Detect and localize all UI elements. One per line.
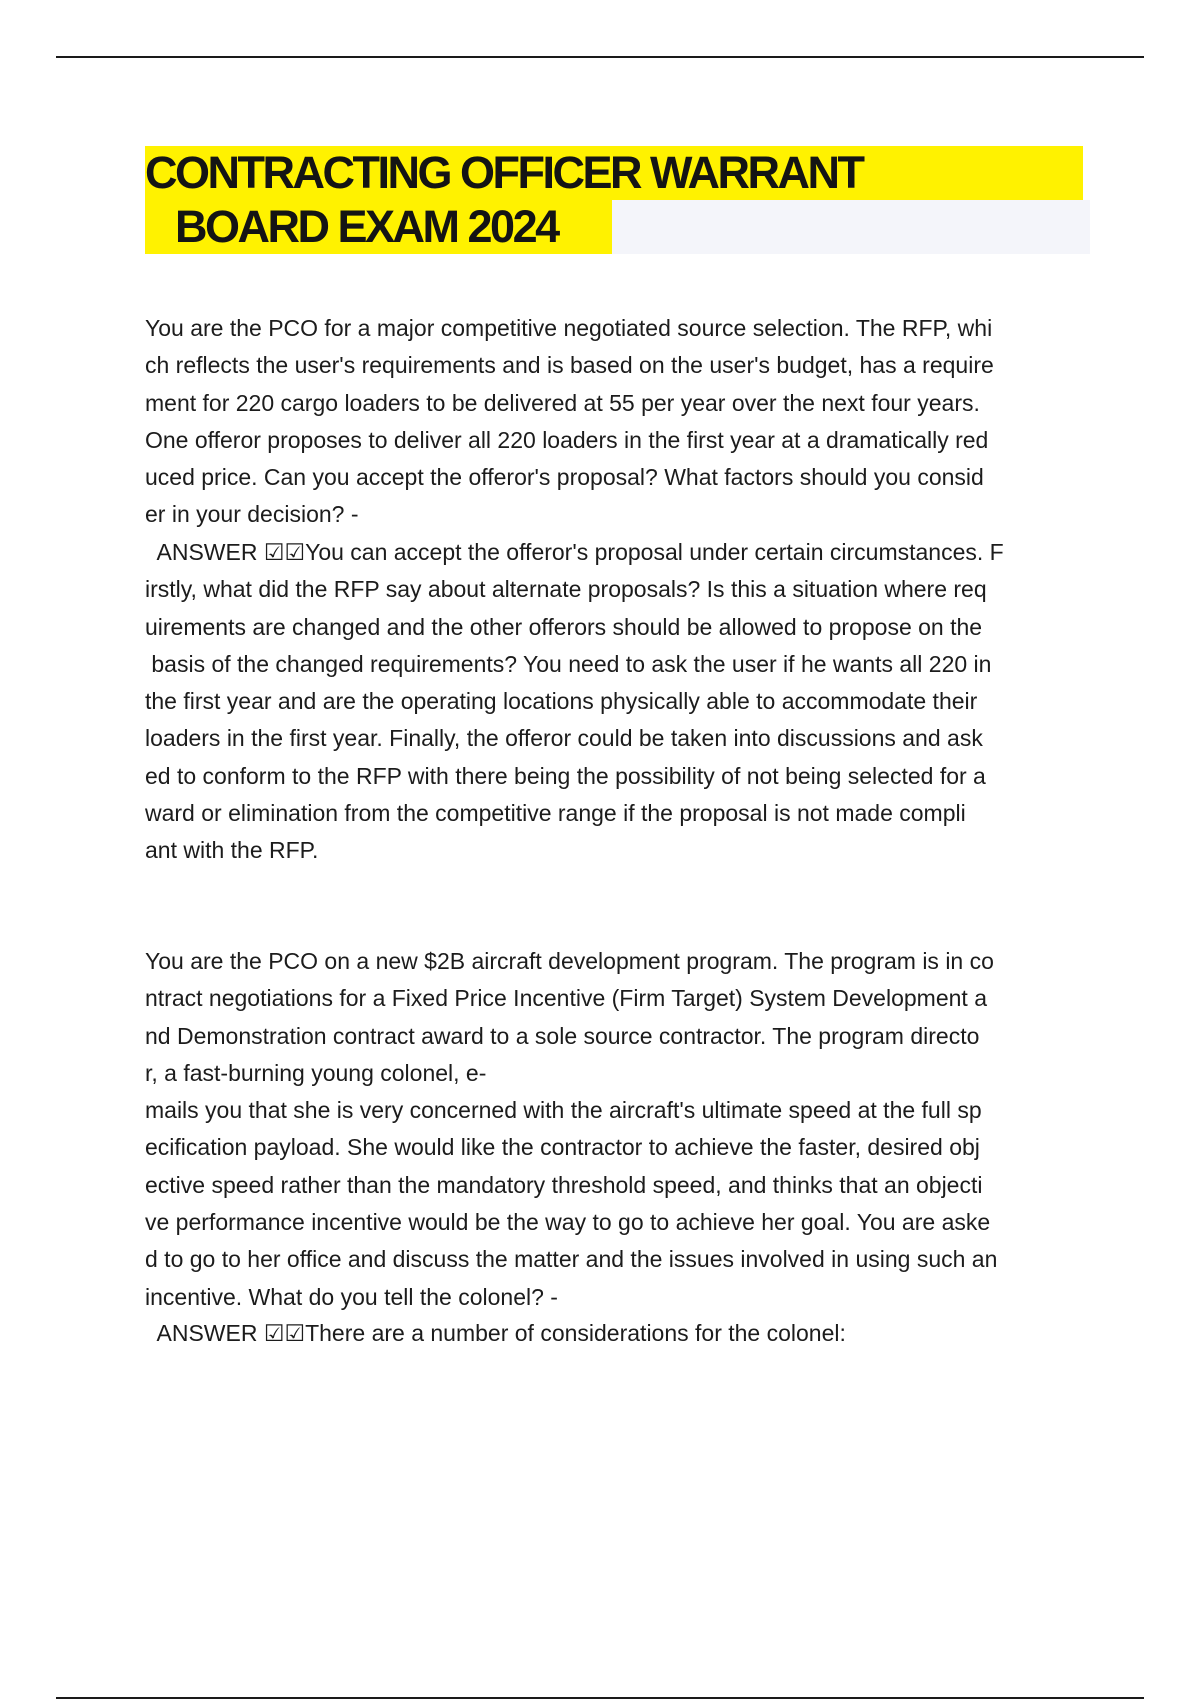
question-2 bbox=[145, 943, 1095, 1316]
question-1-line: ment for 220 cargo loaders to be delivered at 55 per year over the next four years. bbox=[145, 389, 980, 416]
question-2-line: incentive. What do you tell the colonel? - bbox=[145, 1283, 558, 1310]
title-line-2 bbox=[145, 200, 1090, 254]
question-1-line: ch reflects the user's requirements and is based on the user's budget, has a require bbox=[145, 352, 994, 379]
question-2-line: nd Demonstration contract award to a sole source contractor. The program directo bbox=[145, 1022, 980, 1049]
question-2-line: mails you that she is very concerned with the aircraft's ultimate speed at the full sp bbox=[145, 1097, 982, 1124]
document-title bbox=[145, 146, 1095, 254]
answer-1-line: ant with the RFP. bbox=[145, 837, 319, 864]
title-line-2-text: BOARD EXAM 2024 bbox=[175, 201, 558, 252]
question-2-line: ntract negotiations for a Fixed Price Incentive (Firm Target) System Development a bbox=[145, 985, 987, 1012]
question-1-line: er in your decision? - bbox=[145, 501, 359, 528]
answer-1-line: basis of the changed requirements? You need to ask the user if he wants all 220 in bbox=[145, 650, 992, 677]
answer-2 bbox=[145, 1315, 1095, 1352]
answer-1-line: loaders in the first year. Finally, the offeror could be taken into discussions and ask bbox=[145, 725, 983, 752]
answer-1-line: the first year and are the operating locations physically able to accommodate their bbox=[145, 688, 978, 715]
question-1-line: One offeror proposes to deliver all 220 loaders in the first year at a dramatically red bbox=[145, 426, 989, 453]
title-line-1: CONTRACTING OFFICER WARRANT bbox=[145, 146, 1083, 200]
bottom-rule bbox=[56, 1697, 1144, 1699]
answer-1-line: ANSWER ☑☑You can accept the offeror's proposal under certain circumstances. F bbox=[145, 539, 1004, 565]
answer-1-line: ed to conform to the RFP with there being the possibility of not being selected for a bbox=[145, 762, 986, 789]
question-2-line: d to go to her office and discuss the matter and the issues involved in using such an bbox=[145, 1246, 998, 1273]
answer-1-line: irstly, what did the RFP say about alternate proposals? Is this a situation where req bbox=[145, 576, 987, 603]
question-1-line: You are the PCO for a major competitive negotiated source selection. The RFP, whi bbox=[145, 315, 993, 341]
question-2-line: r, a fast-burning young colonel, e- bbox=[145, 1059, 487, 1086]
answer-2-line: ANSWER ☑☑There are a number of considerations for the colonel: bbox=[145, 1320, 846, 1346]
answer-1 bbox=[145, 534, 1095, 870]
question-2-line: You are the PCO on a new $2B aircraft development program. The program is in co bbox=[145, 948, 994, 974]
question-2-line: ecification payload. She would like the contractor to achieve the faster, desired obj bbox=[145, 1134, 980, 1161]
answer-1-line: uirements are changed and the other offerors should be allowed to propose on the bbox=[145, 613, 983, 640]
top-rule bbox=[56, 56, 1144, 58]
question-1-line: uced price. Can you accept the offeror's proposal? What factors should you consid bbox=[145, 464, 984, 491]
question-2-line: ective speed rather than the mandatory threshold speed, and thinks that an objecti bbox=[145, 1171, 983, 1198]
question-2-line: ve performance incentive would be the way to go to achieve her goal. You are aske bbox=[145, 1209, 991, 1236]
question-1 bbox=[145, 310, 1095, 534]
answer-1-line: ward or elimination from the competitive range if the proposal is not made compli bbox=[145, 800, 966, 827]
